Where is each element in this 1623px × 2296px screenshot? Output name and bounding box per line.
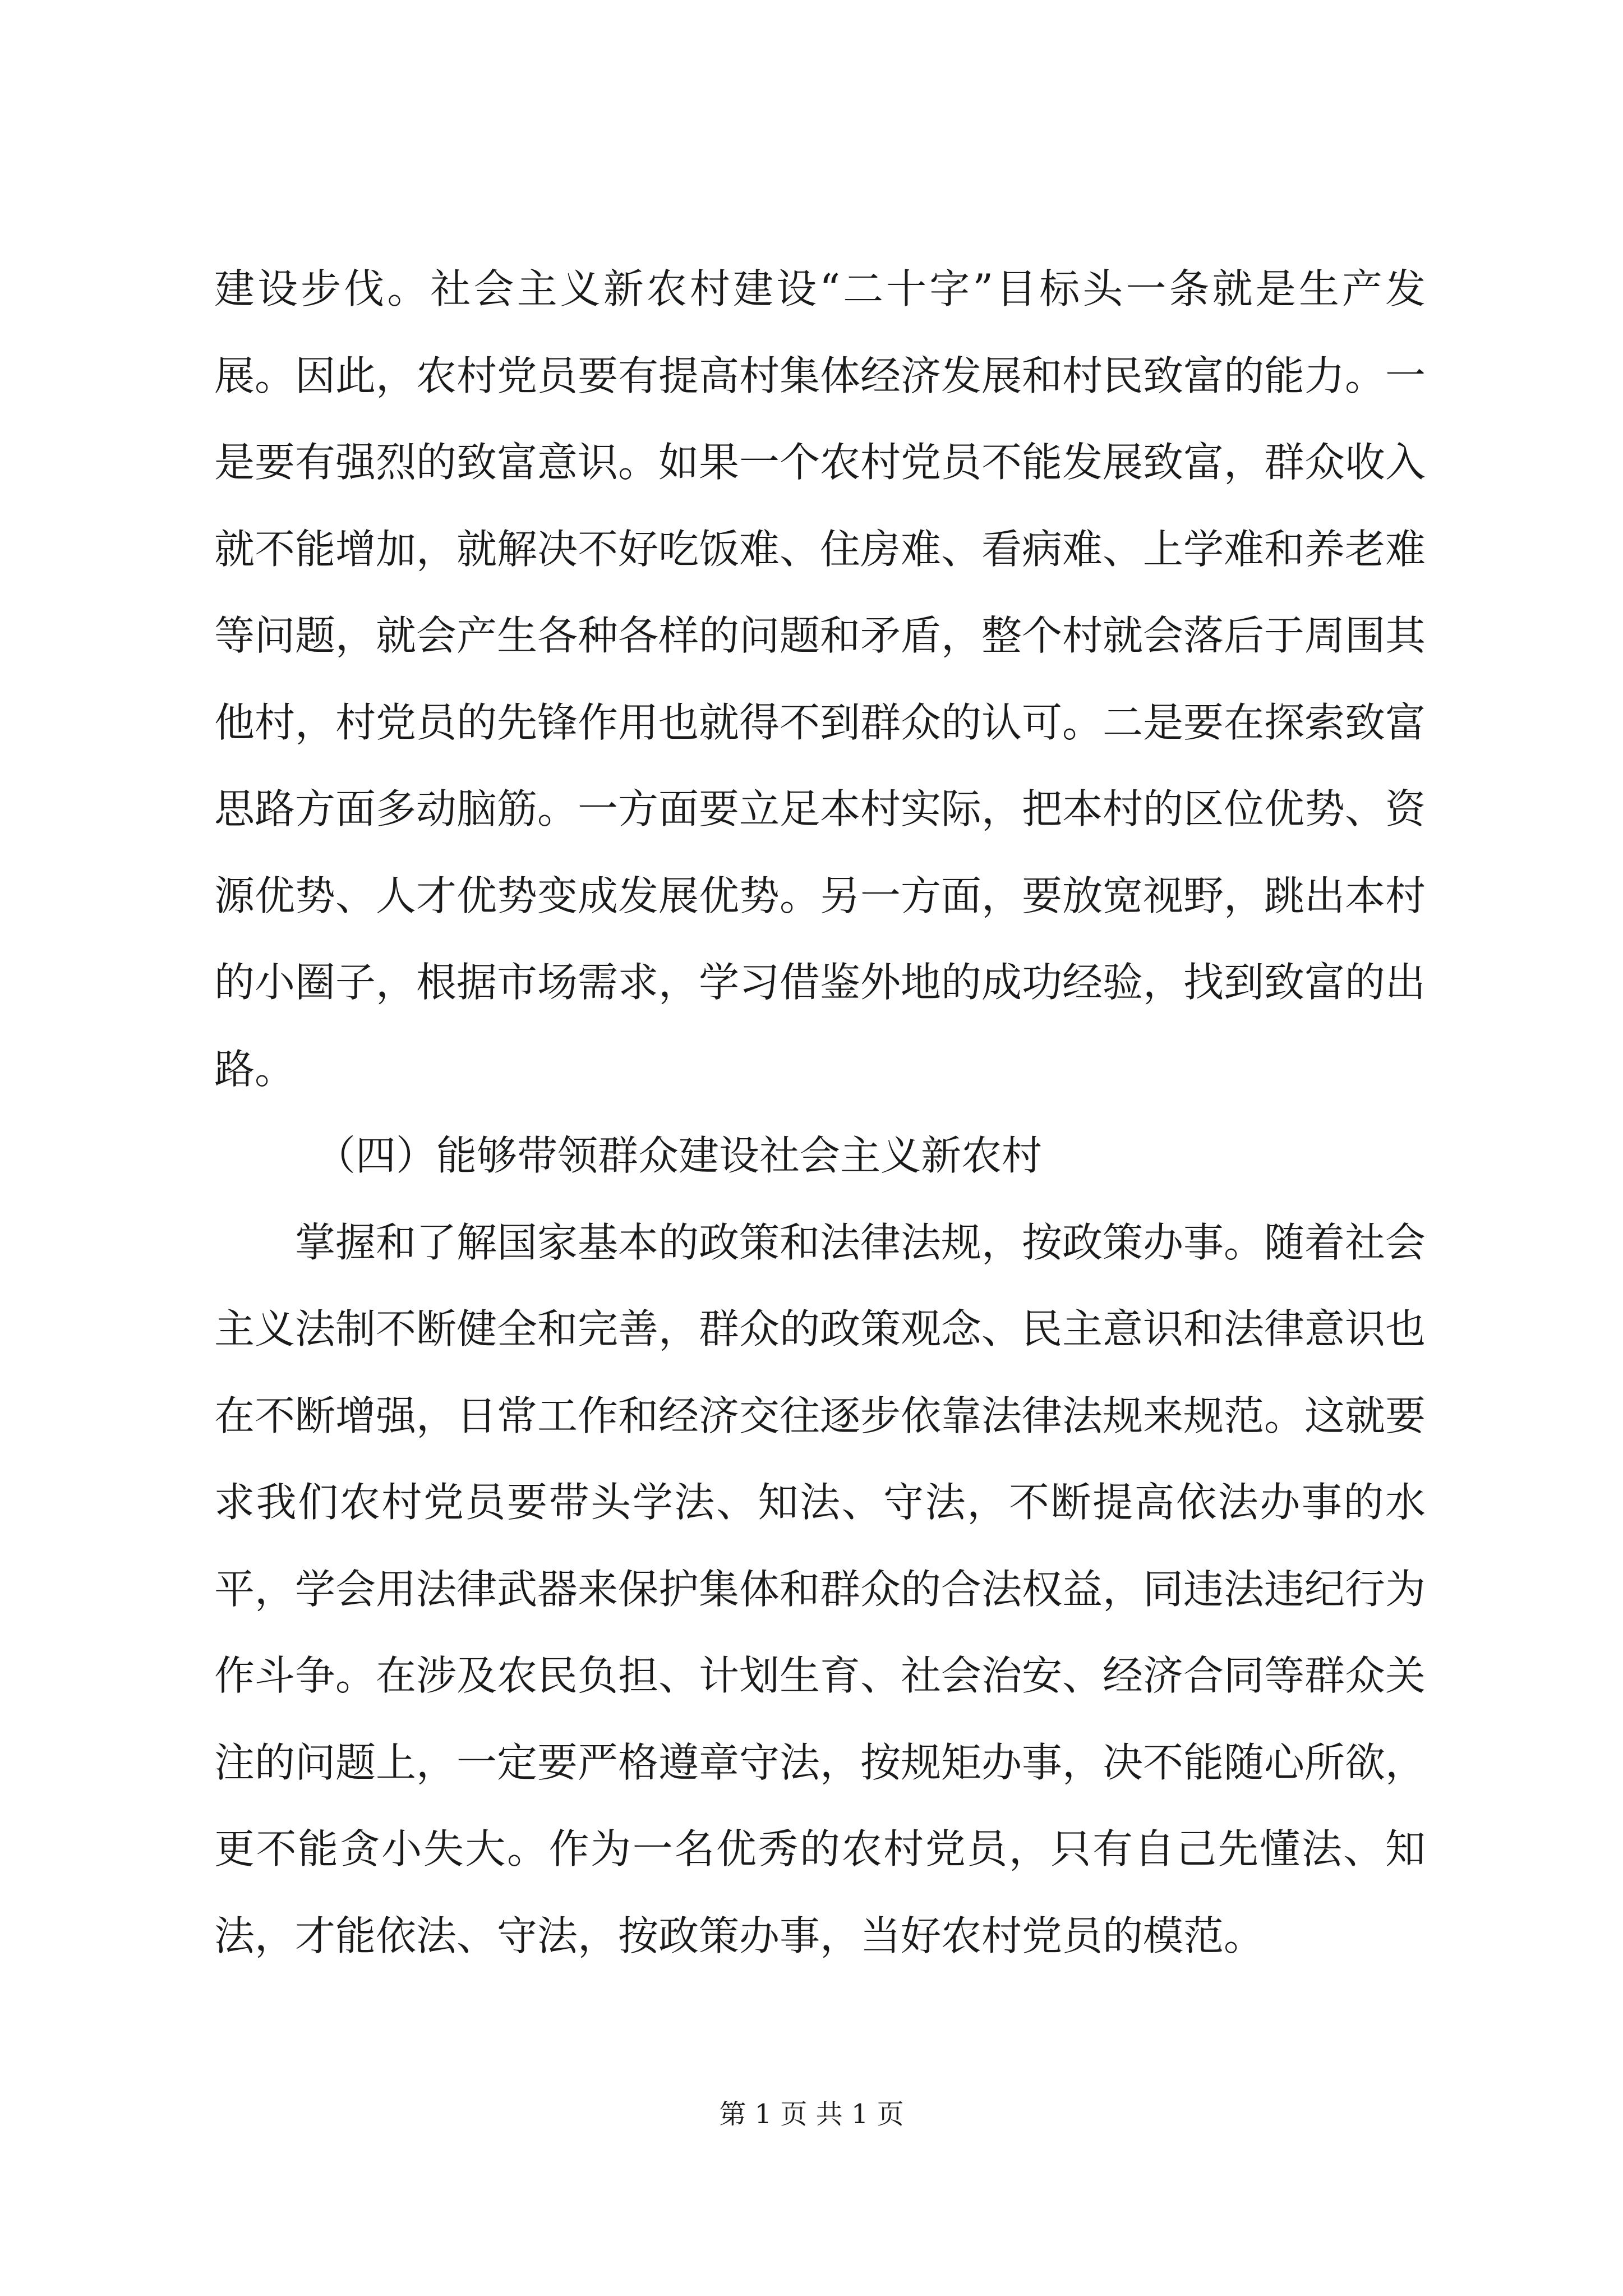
section-paragraph: 掌握和了解国家基本的政策和法律法规，按政策办事。随着社会主义法制不断健全和完善，群众的政策观念、民主意识和法律意识也在不断增强，日常工作和经济交往逐步依靠法律法规来规范。这就要求我们农村党员要带头学法、知法、守法，不断提高依法办事的水平，学会用法律武器来保护集体和群众的合法权益，同违法违纪行为作斗争。在涉及农民负担、计划生育、社会治安、经济合同等群众关注的问题上，一定要严格遵章守法，按规矩办事，决不能随心所欲，更不能贪小失大。作为一名优秀的农村党员，只有自己先懂法、知法，才能依法、守法，按政策办事，当好农村党员的模范。 — [214, 1218, 1426, 1959]
document-body — [214, 246, 1426, 1979]
section-heading: （四）能够带领群众建设社会主义新农村 — [315, 1132, 1043, 1179]
page-number-footer: 第 1 页 共 1 页 — [719, 2099, 904, 2130]
body-paragraph-continued: 建设步伐。社会主义新农村建设“二十字”目标头一条就是生产发展。因此，农村党员要有提高村集体经济发展和村民致富的能力。一是要有强烈的致富意识。如果一个农村党员不能发展致富，群众收入就不能增加，就解决不好吃饭难、住房难、看病难、上学难和养老难等问题，就会产生各种各样的问题和矛盾，整个村就会落后于周围其他村，村党员的先锋作用也就得不到群众的认可。二是要在探索致富思路方面多动脑筋。一方面要立足本村实际，把本村的区位优势、资源优势、人才优势变成发展优势。另一方面，要放宽视野，跳出本村的小圈子，根据市场需求，学习借鉴外地的成功经验，找到致富的出路。 — [214, 265, 1426, 1093]
